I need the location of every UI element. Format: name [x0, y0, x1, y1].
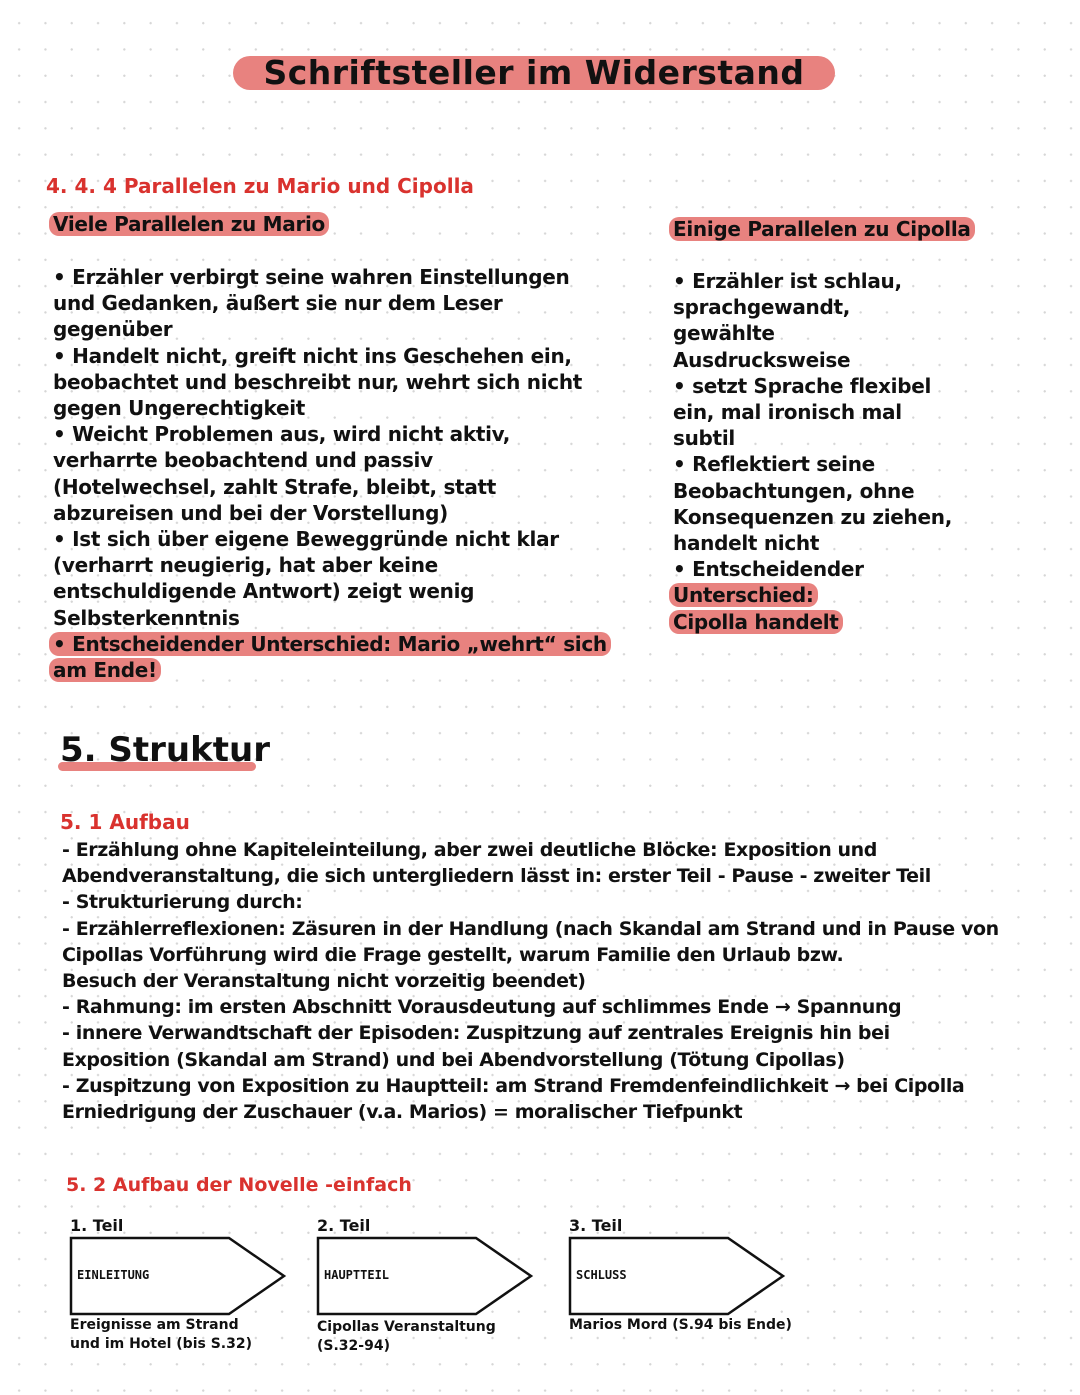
left-column [53, 264, 611, 683]
highlight-line-wrap [673, 609, 952, 635]
text-line: sprachgewandt, [673, 295, 851, 320]
text-line: Abendveranstaltung, die sich untergliedern lässt in: erster Teil - Pause - zweiter Teil [62, 865, 931, 888]
part-box-label: HAUPTTEIL [324, 1268, 390, 1282]
text-line: • Erzähler ist schlau, [673, 269, 902, 293]
text-line: gegen Ungerechtigkeit [53, 396, 306, 421]
text-line: Exposition (Skandal am Strand) und bei Abendvorstellung (Tötung Cipollas) [62, 1048, 845, 1071]
text-line: gewählte [673, 321, 775, 346]
text-line: • Handelt nicht, greift nicht ins Geschehen ein, [53, 343, 572, 368]
text-line: - Zuspitzung von Exposition zu Hauptteil: am Strand Fremdenfeindlichkeit → bei Cipolla [62, 1074, 965, 1097]
part-label: 2. Teil [317, 1216, 371, 1235]
text-line: • Weicht Problemen aus, wird nicht aktiv, [53, 422, 511, 447]
text-line: handelt nicht [673, 531, 820, 556]
text-line: beobachtet und beschreibt nur, wehrt sich nicht [53, 369, 583, 394]
part-box-label: EINLEITUNG [77, 1268, 150, 1282]
text-line: (Hotelwechsel, zahlt Strafe, bleibt, statt [53, 474, 497, 499]
part-caption: Cipollas Veranstaltung [317, 1319, 496, 1335]
right-subheading-wrap [673, 216, 975, 242]
text-line: • Ist sich über eigene Beweggründe nicht klar [53, 527, 559, 552]
subsection-heading-52: 5. 2 Aufbau der Novelle -einfach [66, 1174, 412, 1196]
text-line: Cipollas Vorführung wird die Frage gestellt, warum Familie den Urlaub bzw. [62, 943, 844, 966]
text-line: ein, mal ironisch mal [673, 400, 902, 425]
part-label: 3. Teil [569, 1216, 623, 1235]
highlighted-text: Cipolla handelt [669, 610, 843, 634]
text-line: Ausdrucksweise [673, 347, 851, 372]
text-line: • Reflektiert seine [673, 452, 875, 477]
left-subheading-wrap [53, 211, 329, 237]
text-line: Konsequenzen zu ziehen, [673, 504, 952, 529]
aufbau-list [62, 837, 999, 1125]
highlighted-text: • Entscheidender Unterschied: Mario „wehrt“ sich [49, 632, 611, 656]
part-caption: und im Hotel (bis S.32) [70, 1336, 252, 1352]
left-subheading: Viele Parallelen zu Mario [49, 212, 329, 236]
text-line: • Entscheidender [673, 557, 864, 582]
text-line: subtil [673, 426, 735, 451]
subsection-heading-51: 5. 1 Aufbau [60, 810, 190, 834]
text-line: - Rahmung: im ersten Abschnitt Vorausdeutung auf schlimmes Ende → Spannung [62, 996, 902, 1019]
text-line: (verharrt neugierig, hat aber keine [53, 553, 438, 578]
text-line: verharrte beobachtend und passiv [53, 448, 433, 473]
section-heading-5: 5. Struktur [60, 730, 270, 770]
text-line: Erniedrigung der Zuschauer (v.a. Marios) = moralischer Tiefpunkt [62, 1101, 743, 1124]
part-box-label: SCHLUSS [576, 1268, 627, 1282]
section-heading-444: 4. 4. 4 Parallelen zu Mario und Cipolla [46, 174, 474, 198]
text-line: Besuch der Veranstaltung nicht vorzeitig beendet) [62, 970, 586, 993]
text-line: - Strukturierung durch: [62, 891, 303, 914]
highlighted-text: am Ende! [49, 658, 161, 682]
text-line: - innere Verwandtschaft der Episoden: Zuspitzung auf zentrales Ereignis hin bei [62, 1022, 890, 1045]
text-line: abzureisen und bei der Vorstellung) [53, 500, 448, 525]
text-line: • Erzähler verbirgt seine wahren Einstellungen [53, 265, 570, 289]
part-caption: Marios Mord (S.94 bis Ende) [569, 1317, 792, 1333]
text-line: - Erzählerreflexionen: Zäsuren in der Handlung (nach Skandal am Strand und in Pause von [62, 917, 999, 940]
highlight-line-wrap [53, 657, 611, 683]
text-line: gegenüber [53, 317, 173, 342]
highlighted-text: Unterschied: [669, 583, 818, 607]
page-title: Schriftsteller im Widerstand [233, 56, 835, 90]
right-column [673, 268, 952, 635]
text-line: entschuldigende Antwort) zeigt wenig [53, 579, 475, 604]
text-line: • setzt Sprache flexibel [673, 373, 932, 398]
part-caption: Ereignisse am Strand [70, 1317, 239, 1333]
right-subheading: Einige Parallelen zu Cipolla [669, 217, 975, 241]
highlight-line-wrap [673, 582, 952, 608]
highlight-line-wrap [53, 631, 611, 657]
text-line: Beobachtungen, ohne [673, 478, 915, 503]
text-line: Selbsterkenntnis [53, 605, 240, 630]
part-caption: (S.32-94) [317, 1338, 390, 1354]
part-label: 1. Teil [70, 1216, 124, 1235]
text-line: und Gedanken, äußert sie nur dem Leser [53, 291, 503, 316]
text-line: - Erzählung ohne Kapiteleinteilung, aber zwei deutliche Blöcke: Exposition und [62, 839, 878, 861]
